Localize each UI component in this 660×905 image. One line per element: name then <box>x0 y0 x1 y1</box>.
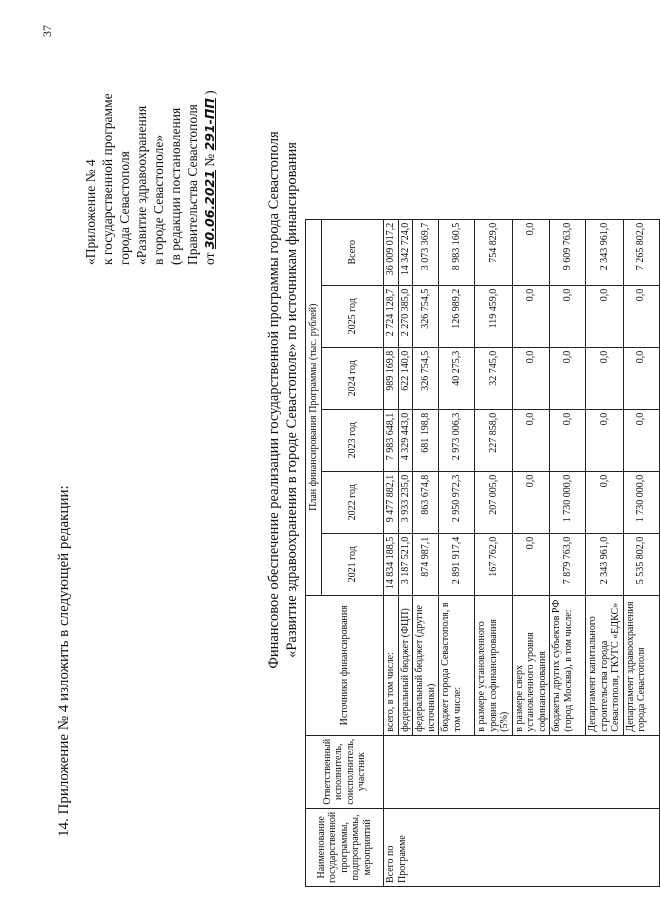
value-cell: 40 275,3 <box>439 347 475 409</box>
value-cell: 989 169,8 <box>384 347 399 409</box>
program-name-cell: Всего по Программе <box>384 808 660 886</box>
appendix-line: «Приложение № 4 <box>83 159 98 265</box>
value-cell: 326 754,5 <box>413 347 439 409</box>
header-year: 2022 год <box>322 471 384 533</box>
value-cell: 2 973 006,3 <box>439 409 475 471</box>
total-cell: 14 342 724,0 <box>398 219 413 285</box>
header-total: Всего <box>322 219 384 285</box>
total-cell: 2 343 961,0 <box>586 219 624 285</box>
value-cell: 3 933 235,0 <box>398 471 413 533</box>
value-cell: 5 535 802,0 <box>623 533 659 595</box>
value-cell: 0,0 <box>586 409 624 471</box>
financing-table <box>305 219 660 887</box>
title-line-1: Финансовое обеспечение реализации государственной программы города Севастополя <box>266 131 282 669</box>
source-cell: Департамент здравоохранения города Севастополя <box>623 595 659 735</box>
closing-paren: ) <box>202 90 217 95</box>
instruction-text: 14. Приложение № 4 изложить в следующей редакции: <box>56 485 72 837</box>
total-cell: 754 829,0 <box>475 219 513 285</box>
value-cell: 2 724 128,7 <box>384 285 399 347</box>
value-cell: 326 754,5 <box>413 285 439 347</box>
value-cell: 119 459,0 <box>475 285 513 347</box>
source-cell: в размере сверх установленного уровня софинансирования <box>512 595 550 735</box>
appendix-line: Правительства Севастополя <box>185 104 200 265</box>
source-cell: Департамент капитального строительства города Севастополя, ГКУГС «ЕДКС» <box>586 595 624 735</box>
value-cell: 7 879 763,0 <box>550 533 586 595</box>
value-cell: 622 140,0 <box>398 347 413 409</box>
number-prefix: № <box>202 153 217 167</box>
value-cell: 7 983 648,1 <box>384 409 399 471</box>
total-cell: 8 983 160,5 <box>439 219 475 285</box>
value-cell: 0,0 <box>586 471 624 533</box>
value-cell: 0,0 <box>550 285 586 347</box>
header-plan: План финансирования Программы (тыс. рублей) <box>306 219 322 595</box>
value-cell: 0,0 <box>623 409 659 471</box>
value-cell: 0,0 <box>586 285 624 347</box>
value-cell: 0,0 <box>512 533 550 595</box>
total-cell: 0,0 <box>512 219 550 285</box>
source-cell: федеральный бюджет (ФЦП) <box>398 595 413 735</box>
handwritten-date: 30.06.2021 <box>202 170 217 250</box>
value-cell: 0,0 <box>623 285 659 347</box>
value-cell: 0,0 <box>623 347 659 409</box>
value-cell: 0,0 <box>586 347 624 409</box>
value-cell: 874 987,1 <box>413 533 439 595</box>
value-cell: 0,0 <box>512 285 550 347</box>
total-cell: 9 609 763,0 <box>550 219 586 285</box>
value-cell: 207 005,0 <box>475 471 513 533</box>
value-cell: 0,0 <box>550 347 586 409</box>
total-cell: 36 009 017,2 <box>384 219 399 285</box>
appendix-header <box>82 90 218 265</box>
executor-cell <box>384 735 660 808</box>
header-year: 2023 год <box>322 409 384 471</box>
appendix-line: города Севастополя <box>117 151 132 265</box>
source-cell: бюджеты других субъектов РФ (город Москва), в том числе: <box>550 595 586 735</box>
header-program-name: Наименование государственной программы, подпрограммы, мероприятий <box>306 808 384 886</box>
value-cell: 2 891 917,4 <box>439 533 475 595</box>
header-source: Источники финансирования <box>306 595 384 735</box>
title-line-2: «Развитие здравоохранения в городе Севастополе» по источникам финансирования <box>284 142 300 658</box>
appendix-line: «Развитие здравоохранения <box>134 105 149 265</box>
handwritten-number: 291-ПП <box>202 98 217 151</box>
value-cell: 4 329 443,0 <box>398 409 413 471</box>
total-cell: 7 265 802,0 <box>623 219 659 285</box>
value-cell: 0,0 <box>512 471 550 533</box>
header-executor: Ответственный исполнитель, соисполнитель, участник <box>306 735 384 808</box>
source-cell: всего, в том числе: <box>384 595 399 735</box>
value-cell: 681 198,8 <box>413 409 439 471</box>
appendix-line: в городе Севастополе» <box>151 134 166 265</box>
financing-table-wrap <box>305 219 660 887</box>
value-cell: 1 730 000,0 <box>623 471 659 533</box>
table-row <box>384 219 399 886</box>
value-cell: 2 270 385,0 <box>398 285 413 347</box>
header-year: 2024 год <box>322 347 384 409</box>
value-cell: 1 730 000,0 <box>550 471 586 533</box>
value-cell: 863 674,8 <box>413 471 439 533</box>
date-prefix: от <box>202 252 217 265</box>
document-title <box>265 75 301 725</box>
value-cell: 227 858,0 <box>475 409 513 471</box>
page-number: 37 <box>40 25 54 37</box>
value-cell: 0,0 <box>512 409 550 471</box>
appendix-date-line <box>201 90 218 265</box>
value-cell: 126 989,2 <box>439 285 475 347</box>
value-cell: 2 950 972,3 <box>439 471 475 533</box>
appendix-line: (в редакции постановления <box>168 107 183 265</box>
source-cell: федеральный бюджет (другие источники) <box>413 595 439 735</box>
header-year: 2021 год <box>322 533 384 595</box>
value-cell: 0,0 <box>512 347 550 409</box>
value-cell: 9 477 882,1 <box>384 471 399 533</box>
value-cell: 3 187 521,0 <box>398 533 413 595</box>
value-cell: 0,0 <box>550 409 586 471</box>
value-cell: 14 834 188,5 <box>384 533 399 595</box>
appendix-line: к государственной программе <box>100 93 115 265</box>
value-cell: 32 745,0 <box>475 347 513 409</box>
value-cell: 167 762,0 <box>475 533 513 595</box>
header-year: 2025 год <box>322 285 384 347</box>
source-cell: бюджет города Севастополя, в том числе: <box>439 595 475 735</box>
source-cell: в размере установленного уровня софинансирования (5%) <box>475 595 513 735</box>
value-cell: 2 343 961,0 <box>586 533 624 595</box>
total-cell: 3 073 369,7 <box>413 219 439 285</box>
